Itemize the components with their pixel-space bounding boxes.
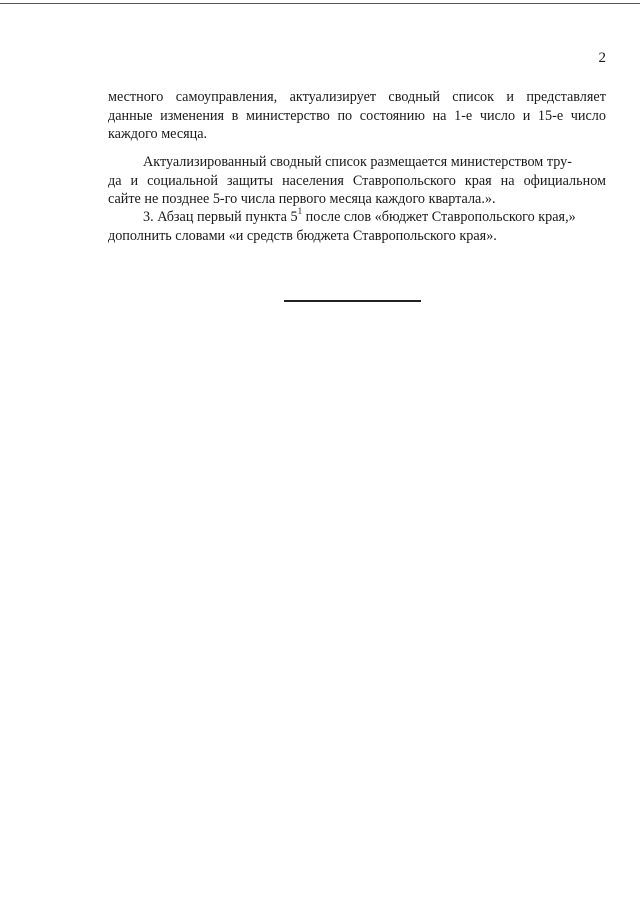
- word: число: [479, 107, 516, 124]
- word: представляет: [526, 89, 606, 105]
- word: данные: [108, 107, 153, 124]
- paragraph-1: [108, 88, 606, 144]
- word: по: [337, 107, 353, 124]
- paragraph-line: каждого месяца.: [108, 126, 208, 142]
- word: сводный: [388, 89, 440, 105]
- word: и: [522, 107, 531, 124]
- text-before-superscript: 3. Абзац первый пункта 5: [143, 209, 298, 225]
- word: местного: [108, 89, 164, 105]
- word: изменения: [160, 107, 225, 124]
- text-after-superscript: после слов «бюджет Ставропольского края,»: [302, 209, 576, 225]
- justified-line: [108, 107, 606, 126]
- word: и: [130, 172, 139, 189]
- word: число: [570, 107, 606, 124]
- word: официальном: [523, 172, 606, 189]
- paragraph-3: [108, 208, 606, 245]
- justified-line: [108, 88, 606, 107]
- word: в: [231, 107, 239, 124]
- word: актуализирует: [289, 89, 377, 105]
- word: 15-е: [537, 107, 564, 124]
- word: министерство: [245, 107, 330, 124]
- word: да: [108, 172, 122, 189]
- paragraph-line: Актуализированный сводный список размещается министерством тру-: [143, 154, 572, 170]
- superscript: 1: [297, 206, 303, 217]
- word: самоуправления,: [175, 89, 278, 105]
- paragraph-2: [108, 153, 606, 209]
- paragraph-line-with-superscript: [108, 208, 606, 227]
- top-border-line: [0, 3, 640, 4]
- word: список: [452, 89, 495, 105]
- word: населения: [282, 172, 344, 189]
- word: состоянию: [359, 107, 425, 124]
- word: защиты: [226, 172, 274, 189]
- end-of-document-line: [284, 300, 421, 302]
- paragraph-line: дополнить словами «и средств бюджета Ставропольского края».: [108, 227, 497, 244]
- page-number: 2: [598, 50, 606, 66]
- word: 1-е: [454, 107, 473, 124]
- word: на: [500, 172, 515, 189]
- word: Ставропольского: [352, 172, 456, 189]
- word: и: [506, 89, 514, 105]
- justified-line: [108, 172, 606, 191]
- word: края: [464, 172, 492, 189]
- word: на: [432, 107, 447, 124]
- paragraph-line: сайте не позднее 5-го числа первого месяца каждого квартала.».: [108, 191, 496, 207]
- word: социальной: [147, 172, 218, 189]
